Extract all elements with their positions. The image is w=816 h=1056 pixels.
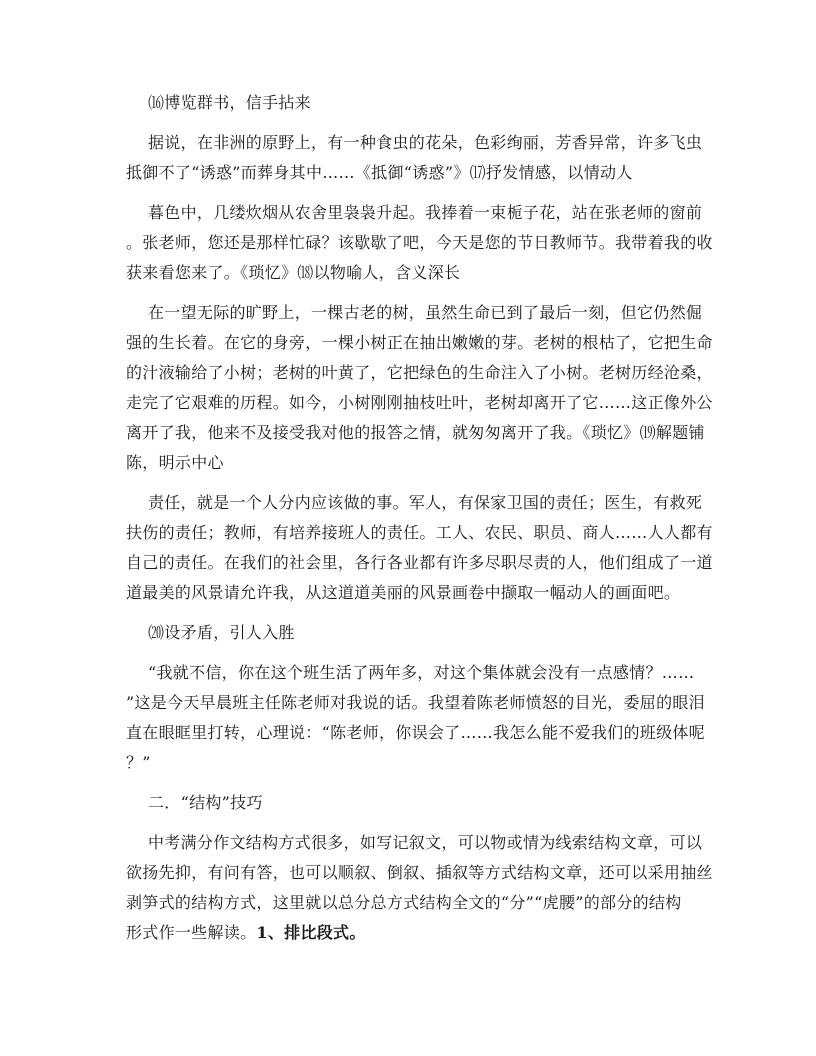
paragraph-line: ？” bbox=[126, 753, 151, 772]
paragraph-line: 。张老师，您还是那样忙碌？该歇歇了吧，今天是您的节日教师节。我带着我的收 bbox=[126, 233, 713, 252]
paragraph-line: 的汁液输给了小树；老树的叶黄了，它把绿色的生命注入了小树。老树历经沧桑， bbox=[126, 363, 713, 382]
paragraph-line-final bbox=[126, 923, 696, 943]
paragraph-line: 剥笋式的结构方式，这里就以总分总方式结构全文的“分”“虎腰”的部分的结构 bbox=[126, 893, 682, 912]
paragraph-line: 强的生长着。在它的身旁，一棵小树正在抽出嫩嫩的芽。老树的根枯了，它把生命 bbox=[126, 333, 713, 352]
paragraph-line: 直在眼眶里打转，心理说：“陈老师，你误会了……我怎么能不爱我们的班级体呢 bbox=[126, 723, 705, 742]
heading-16: ⒃博览群书，信手拈来 bbox=[148, 93, 312, 112]
paragraph-line: 据说，在非洲的原野上，有一种食虫的花朵，色彩绚丽，芳香异常，许多飞虫 bbox=[148, 133, 703, 152]
subheading-parallel-style: 1、排比段式。 bbox=[256, 923, 366, 942]
paragraph-text: 形式作一些解读。 bbox=[126, 923, 257, 942]
paragraph-line: 自己的责任。在我们的社会里，各行各业都有许多尽职尽责的人，他们组成了一道 bbox=[126, 553, 713, 572]
heading-20: ⒇设矛盾，引人入胜 bbox=[148, 623, 295, 642]
paragraph-line: 道最美的风景请允许我，从这道道美丽的风景画卷中撷取一幅动人的画面吧。 bbox=[126, 583, 681, 602]
section-heading-structure: 二．“结构”技巧 bbox=[148, 793, 263, 812]
paragraph-line: 责任，就是一个人分内应该做的事。军人，有保家卫国的责任；医生，有救死 bbox=[148, 493, 703, 512]
paragraph-line: “我就不信，你在这个班生活了两年多，对这个集体就会没有一点感情？…… bbox=[148, 663, 695, 682]
paragraph-line: 抵御不了“诱惑”而葬身其中……《抵御“诱惑”》⒄抒发情感，以情动人 bbox=[126, 163, 633, 182]
paragraph-line: 扶伤的责任；教师，有培养接班人的责任。工人、农民、职员、商人……人人都有 bbox=[126, 523, 713, 542]
paragraph-line: 中考满分作文结构方式很多，如写记叙文，可以物或情为线索结构文章，可以 bbox=[148, 833, 703, 852]
paragraph-line: 陈，明示中心 bbox=[126, 453, 224, 472]
paragraph-line: ”这是今天早晨班主任陈老师对我说的话。我望着陈老师愤怒的目光，委屈的眼泪 bbox=[126, 693, 705, 712]
paragraph-line: 获来看您来了。《琐忆》⒅以物喻人，含义深长 bbox=[126, 263, 461, 282]
paragraph-line: 欲扬先抑，有问有答，也可以顺叙、倒叙、插叙等方式结构文章，还可以采用抽丝 bbox=[126, 863, 713, 882]
paragraph-line: 离开了我，他来不及接受我对他的报答之情，就匆匆离开了我。《琐忆》⒆解题铺 bbox=[126, 423, 705, 442]
paragraph-line: 走完了它艰难的历程。如今，小树刚刚抽枝吐叶，老树却离开了它……这正像外公 bbox=[126, 393, 713, 412]
paragraph-line: 暮色中，几缕炊烟从农舍里袅袅升起。我捧着一束栀子花，站在张老师的窗前 bbox=[148, 203, 703, 222]
paragraph-line: 在一望无际的旷野上，一棵古老的树，虽然生命已到了最后一刻，但它仍然倔 bbox=[148, 303, 703, 322]
